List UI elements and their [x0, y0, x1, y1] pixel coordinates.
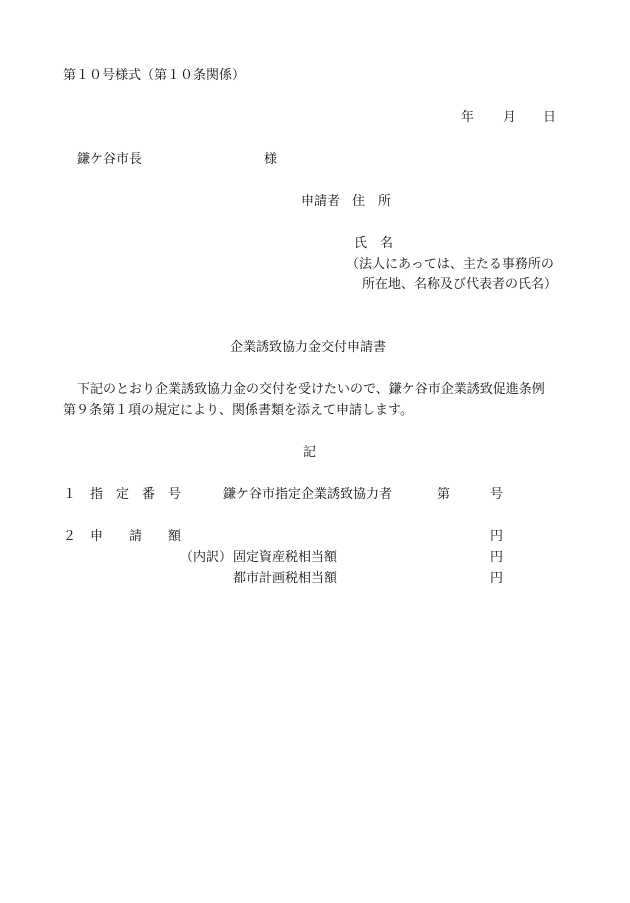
item2-fixed-asset-tax: 固定資産税相当額 — [233, 550, 338, 565]
item1-text: 鎌ケ谷市指定企業誘致協力者 — [223, 487, 393, 502]
item2-fixed-asset-yen: 円 — [490, 550, 504, 565]
item2-breakdown-label: （内訳） — [180, 550, 233, 565]
item1-dai: 第 — [437, 487, 451, 502]
item2-number: ２ — [63, 529, 77, 544]
item2-city-planning-yen: 円 — [490, 571, 504, 586]
document-title: 企業誘致協力金交付申請書 — [230, 340, 387, 355]
body-line-1: 下記のとおり企業誘致協力金の交付を受けたいので、鎌ケ谷市企業誘致促進条例 — [77, 382, 545, 397]
item1-go: 号 — [490, 487, 504, 502]
applicant-address-label: 住 所 — [352, 194, 392, 209]
applicant-name-label: 氏 名 — [354, 236, 394, 251]
applicant-note-line2: 所在地、名称及び代表者の氏名） — [362, 277, 558, 292]
ki-heading: 記 — [303, 445, 317, 460]
date-day-label: 日 — [543, 110, 557, 125]
item2-label: 申 請 額 — [90, 529, 182, 544]
date-year-label: 年 — [461, 110, 475, 125]
item2-yen: 円 — [490, 529, 504, 544]
body-line-2: 第９条第１項の規定により、関係書類を添えて申請します。 — [63, 403, 413, 418]
form-number: 第１０号様式（第１０条関係） — [63, 68, 246, 83]
applicant-role-label: 申請者 — [301, 194, 341, 209]
date-month-label: 月 — [503, 110, 517, 125]
item1-label: 指 定 番 号 — [90, 487, 182, 502]
item1-number: １ — [63, 487, 77, 502]
addressee-honorific: 様 — [264, 152, 278, 167]
applicant-note-line1: （法人にあっては、主たる事務所の — [346, 257, 554, 272]
item2-city-planning-tax: 都市計画税相当額 — [233, 571, 338, 586]
addressee-name: 鎌ケ谷市長 — [77, 152, 143, 167]
